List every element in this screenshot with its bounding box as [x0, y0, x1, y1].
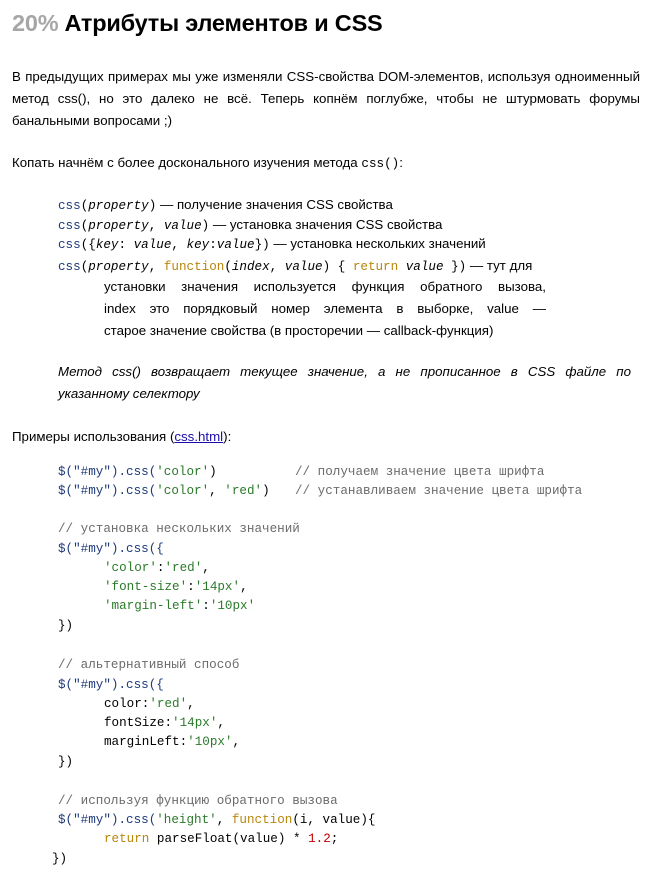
code-alt-margin-left: marginLeft:'10px',: [104, 735, 241, 749]
method-get: css(property) — получение значения CSS свойства: [58, 197, 393, 213]
code-get-color: $("#my").css('color'): [58, 465, 217, 479]
code-alt-color: color:'red',: [104, 697, 195, 711]
callback-desc-line-3: старое значение свойства (в просторечии — callback-функция): [104, 323, 494, 338]
dig-paragraph: Копать начнём с более досконального изучения метода css():: [12, 155, 403, 171]
code-prop-color: 'color':'red',: [104, 561, 210, 575]
examples-label: Примеры использования (css.html):: [12, 429, 232, 444]
callback-desc-line-2: index это порядковый номер элемента в выборке, value —: [104, 301, 546, 316]
code-callback-close: }): [52, 852, 68, 866]
code-comment-callback: // используя функцию обратного вызова: [58, 794, 338, 808]
code-alt-font-size: fontSize:'14px',: [104, 716, 225, 730]
code-callback-open: $("#my").css('height', function(i, value){: [58, 813, 376, 827]
method-note: Метод css() возвращает текущее значение, а не прописанное в CSS файле по указанному селектору: [58, 364, 631, 401]
title-text: Атрибуты элементов и CSS: [64, 10, 383, 36]
progress-percent: 20%: [12, 10, 59, 36]
code-set-color: $("#my").css('color', 'red'): [58, 484, 270, 498]
callback-desc-line-1: установки значения используется функция обратного вызова,: [104, 279, 546, 294]
code-callback-return: return parseFloat(value) * 1.2;: [104, 832, 339, 846]
code-close-multiple: }): [58, 619, 74, 633]
code-open-alternative: $("#my").css({: [58, 678, 164, 692]
method-set-multiple: css({key: value, key:value}) — установка нескольких значений: [58, 236, 486, 252]
code-open-multiple: $("#my").css({: [58, 542, 164, 556]
intro-paragraph: В предыдущих примерах мы уже изменяли CSS-свойства DOM-элементов, используя одноименный метод css(), но это далеко не всё. Теперь копнём поглубже, чтобы не штурмовать форумы банальными вопросами ;): [12, 69, 640, 128]
method-set: css(property, value) — установка значения CSS свойства: [58, 217, 443, 233]
code-prop-font-size: 'font-size':'14px',: [104, 580, 248, 594]
code-prop-margin-left: 'margin-left':'10px': [104, 599, 256, 613]
page-title: [12, 10, 383, 37]
code-comment-alternative: // альтернативный способ: [58, 658, 240, 672]
method-callback: css(property, function(index, value) { return value }) — тут для: [58, 258, 533, 274]
code-comment-set: // устанавливаем значение цвета шрифта: [295, 484, 583, 498]
css-html-link[interactable]: css.html: [174, 429, 224, 444]
code-comment-get: // получаем значение цвета шрифта: [295, 465, 545, 479]
code-close-alternative: }): [58, 755, 74, 769]
code-comment-multiple: // установка нескольких значений: [58, 522, 300, 536]
